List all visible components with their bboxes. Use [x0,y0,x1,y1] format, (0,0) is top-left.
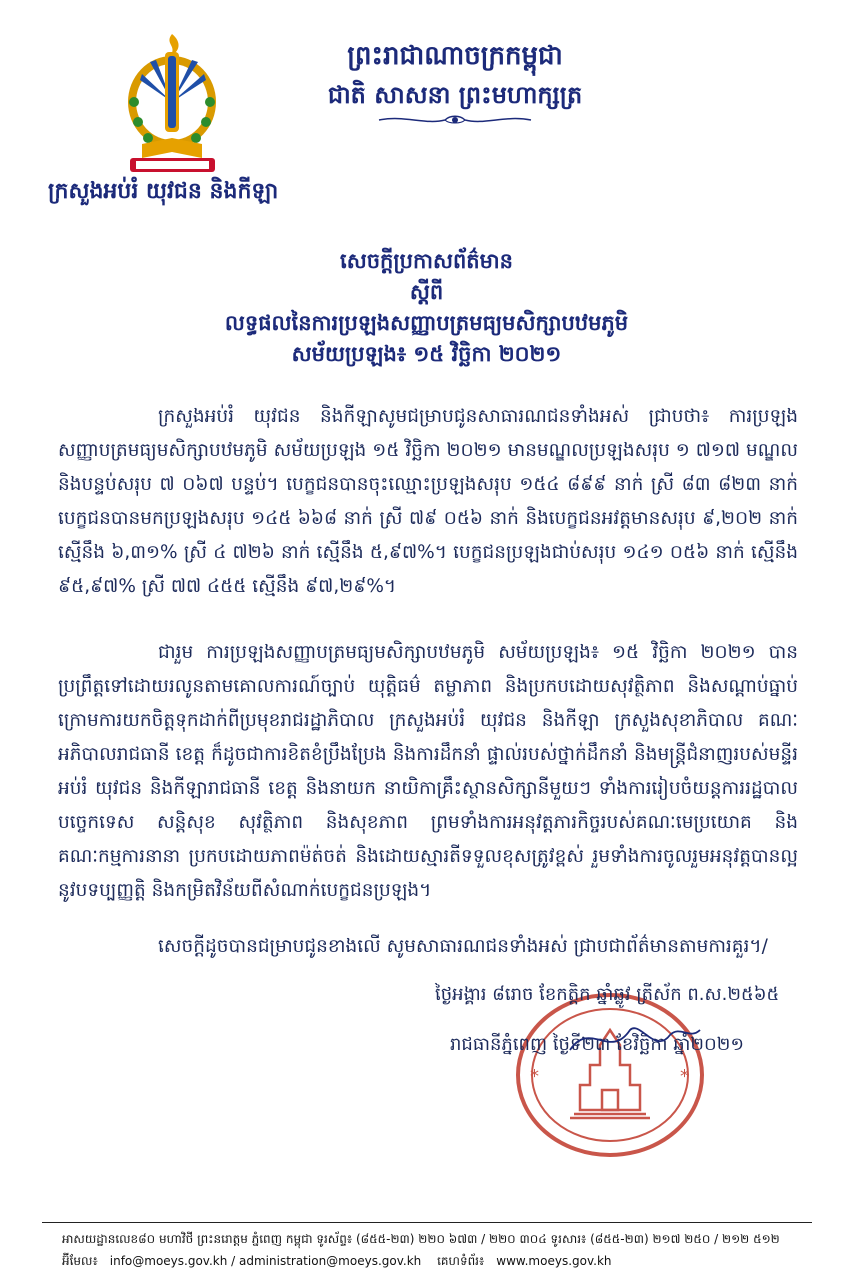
website-link[interactable]: www.moeys.gov.kh [496,1254,612,1268]
date-solar: រាជធានីភ្នំពេញ ថ្ងៃទី២៣ ខែវិច្ឆិកា ឆ្នាំ២០២១ [450,1034,745,1055]
signature-icon [560,1010,710,1070]
footer-address: អាសយដ្ឋានលេខ៨០ មហាវិថី ព្រះនរោត្តម ភ្នំពេញ កម្ពុជា ទូរស័ព្ទ៖ (៨៥៥-២៣) ២២០ ៦៧៣ / ២២០ ៣០៤ ទូរសារ៖ (៨៥៥-២៣) ២១៧ ២៥០ / ២១២ ៥១២ [62,1232,780,1246]
paragraph-2 [58,636,798,908]
paragraph-1 [58,400,798,604]
paragraph-2-text: ជារួម ការប្រឡងសញ្ញាបត្រមធ្យមសិក្សាបឋមភូមិ សម័យប្រឡង៖ ១៥ វិច្ឆិកា ២០២១ បានប្រព្រឹត្តទៅដោយរលូនតាមគោលការណ៍ច្បាប់ យុត្តិធម៌ តម្លាភាព និងប្រកបដោយសុវត្ថិភាព និងសណ្តាប់ធ្នាប់ ក្រោមការយកចិត្តទុកដាក់ពីប្រមុខរាជរដ្ឋាភិបាល ក្រសួងអប់រំ យុវជន និងកីឡា ក្រសួងសុខាភិបាល គណៈអភិបាលរាជធានី ខេត្ត ក៏ដូចជាការខិតខំប្រឹងប្រែង និងការដឹកនាំ ផ្ទាល់របស់ថ្នាក់ដឹកនាំ និងមន្ត្រីជំនាញរបស់មន្ទីរអប់រំ យុវជន និងកីឡារាជធានី ខេត្ត និងនាយក នាយិកាគ្រឹះស្ថានសិក្សានីមួយៗ ទាំងការរៀបចំយន្តការរដ្ឋបាល បច្ចេកទេស សន្តិសុខ សុវត្ថិភាព និងសុខភាព ព្រមទាំងការអនុវត្តភារកិច្ចរបស់គណៈមេប្រយោគ និងគណៈកម្មការនានា ប្រកបដោយភាពម៉ត់ចត់ និងដោយស្មារតីទទួលខុសត្រូវខ្ពស់ រួមទាំងការចូលរួមអនុវត្តបានល្អនូវបទប្បញ្ញត្តិ និងកម្រិតវិន័យពីសំណាក់បេក្ខជនប្រឡង។ [58,642,798,901]
title-line-3: លទ្ធផលនៃការប្រឡងសញ្ញាបត្រមធ្យមសិក្សាបឋមភូមិ [224,311,629,335]
title-line-2: ស្តីពី [409,280,444,304]
paragraph-3 [58,930,798,964]
footer-divider [42,1222,812,1223]
date-lunar: ថ្ងៃអង្គារ ៨រោច ខែកត្តិក ឆ្នាំឆ្លូវ ត្រីស័ក ព.ស.២៥៦៥ [435,984,780,1005]
paragraph-1-text: ក្រសួងអប់រំ យុវជន និងកីឡាសូមជម្រាបជូនសាធារណជនទាំងអស់ ជ្រាបថា៖ ការប្រឡងសញ្ញាបត្រមធ្យមសិក្សាបឋមភូមិ សម័យប្រឡង ១៥ វិច្ឆិកា ២០២១ មានមណ្ឌលប្រឡងសរុប ១ ៧១៧ មណ្ឌល និងបន្ទប់សរុប ៧ ០៦៧ បន្ទប់។ បេក្ខជនបានចុះឈ្មោះប្រឡងសរុប ១៥៤ ៨៩៩ នាក់ ស្រី ៨៣ ៨២៣ នាក់ បេក្ខជនបានមកប្រឡងសរុប ១៤៥ ៦៦៨ នាក់ ស្រី ៧៩ ០៥៦ នាក់ និងបេក្ខជនអវត្តមានសរុប ៩,២០២ នាក់ ស្មើនឹង ៦,៣១% ស្រី ៤ ៧២៦ នាក់ ស្មើនឹង ៥,៩៧%។ បេក្ខជនប្រឡងជាប់សរុប ១៤១ ០៥៦ នាក់ ស្មើនឹង ៩៥,៩៧% ស្រី ៧៧ ៤៥៥ ស្មើនឹង ៩៧,២៩%។ [58,406,798,597]
ministry-emblem-icon [120,32,225,177]
svg-text:*: * [530,1066,539,1087]
email-link[interactable]: info@moeys.gov.kh / administration@moeys.gov.kh [109,1254,422,1268]
kingdom-title: ព្រះរាជាណាចក្រកម្ពុជា [347,41,563,71]
title-line-1: សេចក្តីប្រកាសព័ត៌មាន [340,249,513,273]
paragraph-3-text: សេចក្តីដូចបានជម្រាបជូនខាងលើ សូមសាធារណជនទាំងអស់ ជ្រាបជាព័ត៌មានតាមការគួរ។/ [158,936,768,957]
ornament-divider-icon [375,112,535,126]
ministry-name: ក្រសួងអប់រំ យុវជន និងកីឡា [48,179,279,204]
announcement-title [150,246,703,370]
title-line-4: សម័យប្រឡង៖ ១៥ វិច្ឆិកា ២០២១ [291,342,562,366]
svg-text:*: * [680,1066,689,1087]
national-motto: ជាតិ សាសនា ព្រះមហាក្សត្រ [327,81,583,109]
website-label: គេហទំព័រ៖ [437,1254,485,1268]
email-label: អ៊ីមែល៖ [62,1254,98,1268]
footer-contacts [62,1252,822,1270]
